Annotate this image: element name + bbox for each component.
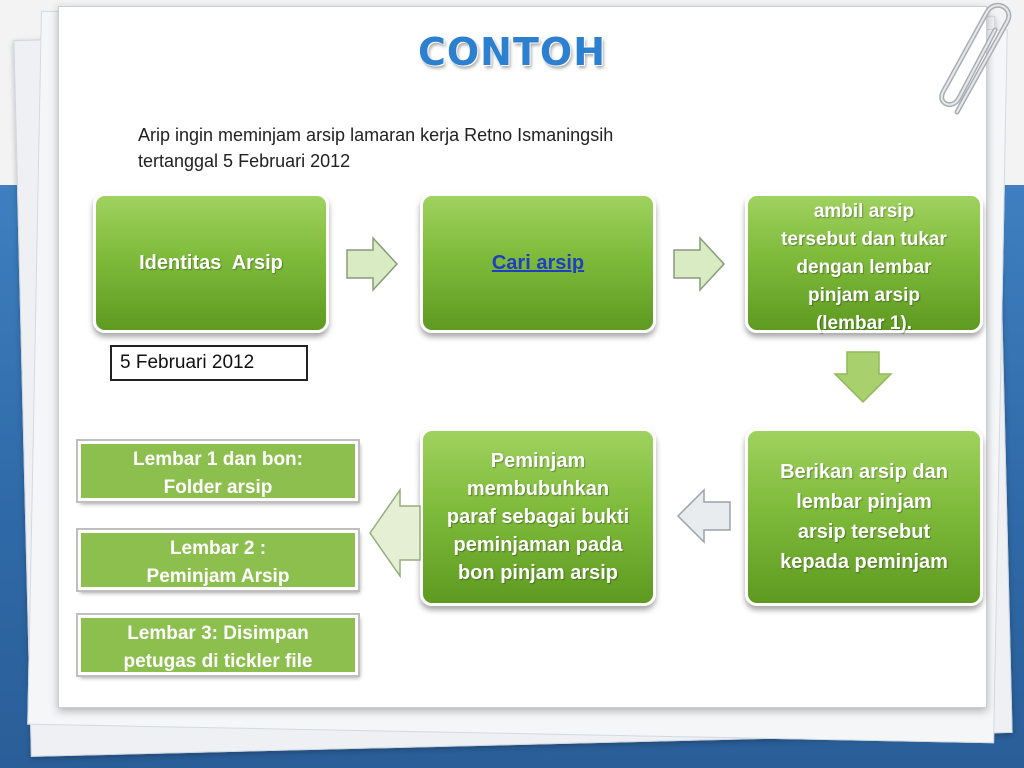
lembar-1-box [78, 441, 358, 501]
intro-line-2: tertanggal 5 Februari 2012 [138, 151, 351, 171]
slide-title: CONTOH [417, 30, 607, 74]
lembar-3-box [78, 615, 358, 675]
lembar-2-line-1: Lembar 2 : [169, 538, 267, 559]
ambil-line-2: tersebut dan tukar [781, 229, 947, 250]
ambil-line-3: dengan lembar [796, 257, 932, 278]
arrow-left-icon [676, 488, 732, 544]
peminjam-line-3: paraf sebagai bukti [446, 506, 630, 528]
peminjam-line-4: peminjaman pada [453, 534, 623, 556]
berikan-line-3: arsip tersebut [797, 521, 931, 543]
intro-line-1: Arip ingin meminjam arsip lamaran kerja Retno Ismaningsih [138, 125, 614, 145]
lembar-3-line-2: petugas di tickler file [123, 651, 313, 672]
cari-arsip-link[interactable]: Cari arsip [491, 251, 585, 274]
step-identitas-label: Identitas Arsip [139, 251, 283, 274]
lembar-2-line-2: Peminjam Arsip [146, 566, 290, 587]
arrow-left-large-icon [368, 488, 422, 578]
step-ambil-arsip [745, 193, 983, 333]
lembar-3-line-1: Lembar 3: Disimpan [127, 623, 309, 644]
peminjam-line-2: membubuhkan [466, 478, 610, 500]
ambil-line-5: (lembar 1). [815, 313, 913, 334]
intro-text [138, 122, 798, 174]
step-cari-arsip [420, 193, 656, 333]
step-berikan-arsip [745, 428, 983, 606]
ambil-line-1: ambil arsip [813, 201, 915, 222]
ambil-line-4: pinjam arsip [808, 285, 920, 306]
arrow-right-icon [672, 236, 726, 292]
arrow-down-icon [833, 350, 893, 404]
peminjam-line-1: Peminjam [490, 450, 586, 472]
step-peminjam-paraf [420, 428, 656, 606]
peminjam-line-5: bon pinjam arsip [457, 562, 619, 584]
step-identitas-arsip [93, 193, 329, 333]
lembar-1-line-1: Lembar 1 dan bon: [133, 449, 303, 470]
arrow-right-icon [345, 236, 399, 292]
berikan-line-4: kepada peminjam [780, 551, 948, 573]
berikan-line-2: lembar pinjam [796, 491, 932, 513]
berikan-line-1: Berikan arsip dan [780, 461, 948, 483]
date-box: 5 Februari 2012 [110, 345, 308, 381]
lembar-2-box [78, 530, 358, 590]
lembar-1-line-2: Folder arsip [163, 477, 273, 498]
